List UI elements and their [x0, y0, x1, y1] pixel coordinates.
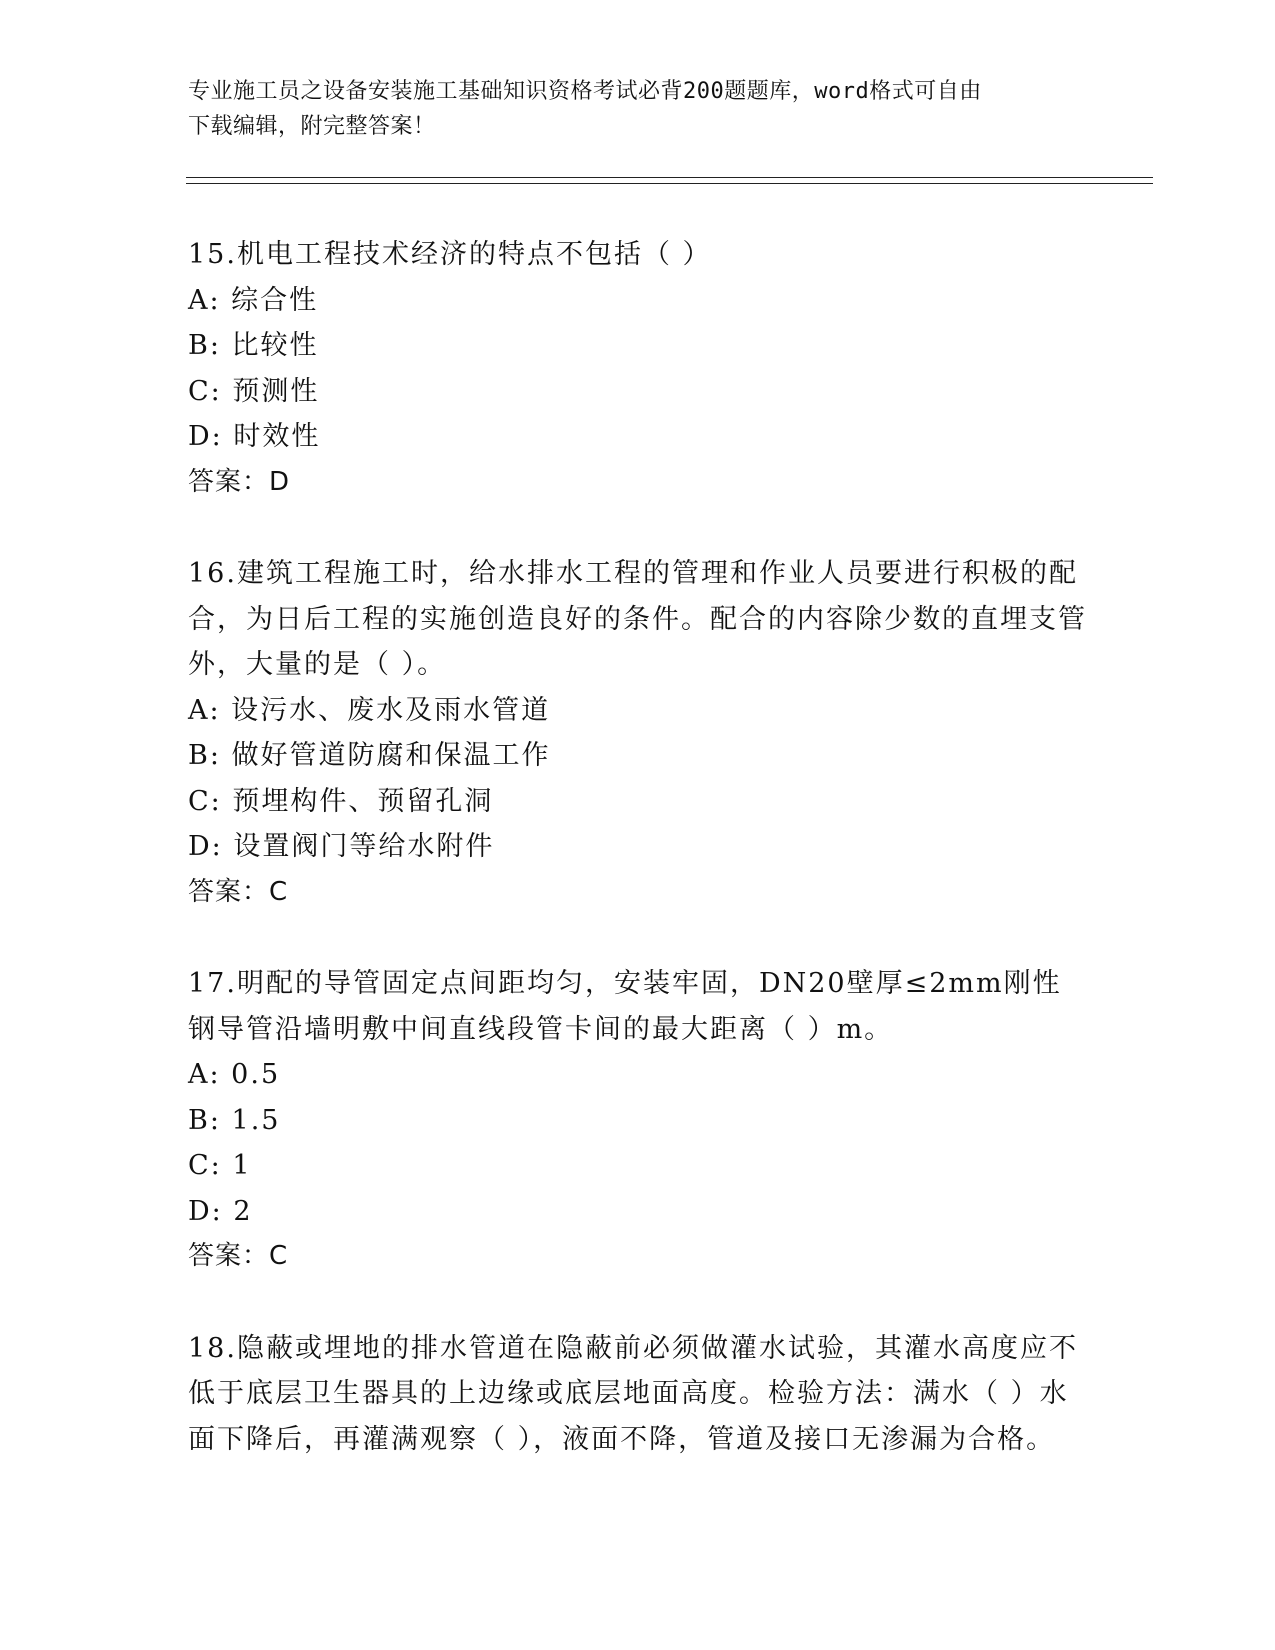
- header-divider-bottom: [186, 183, 1153, 184]
- option-c: C: 预埋构件、预留孔洞: [188, 785, 494, 817]
- header-line-2: 下载编辑，附完整答案！: [188, 114, 436, 139]
- option-b: B: 做好管道防腐和保温工作: [188, 740, 551, 771]
- question-16: [188, 551, 1088, 915]
- option-a: A: 0.5: [188, 1059, 281, 1090]
- answer: 答案：C: [188, 1241, 289, 1271]
- option-d: D: 设置阀门等给水附件: [188, 831, 495, 862]
- question-stem: 18.隐蔽或埋地的排水管道在隐蔽前必须做灌水试验，其灌水高度应不低于底层卫生器具的上边缘或底层地面高度。检验方法：满水（ ）水面下降后，再灌满观察（ ），液面不降，管道及接口无渗漏为合格。: [188, 1332, 1078, 1455]
- question-15: [188, 232, 1088, 505]
- question-stem: 15.机电工程技术经济的特点不包括（ ）: [188, 239, 712, 270]
- question-stem: 17.明配的导管固定点间距均匀，安装牢固，DN20壁厚≤2mm刚性钢导管沿墙明敷中间直线段管卡间的最大距离（ ）m。: [188, 968, 1062, 1045]
- header-divider-top: [186, 177, 1153, 178]
- option-a: A: 设污水、废水及雨水管道: [188, 694, 551, 726]
- option-b: B: 比较性: [188, 330, 319, 361]
- question-list: [188, 232, 1088, 1508]
- option-a: A: 综合性: [188, 284, 319, 316]
- document-header: [188, 74, 1088, 144]
- question-stem: 16.建筑工程施工时，给水排水工程的管理和作业人员要进行积极的配合，为日后工程的实施创造良好的条件。配合的内容除少数的直埋支管外，大量的是（ ）。: [188, 558, 1087, 680]
- answer: 答案：D: [188, 466, 291, 497]
- option-c: C: 1: [188, 1150, 252, 1181]
- option-d: D: 2: [188, 1195, 253, 1227]
- option-c: C: 预测性: [188, 375, 320, 407]
- question-17: [188, 961, 1088, 1280]
- question-18: [188, 1326, 1088, 1463]
- option-d: D: 时效性: [188, 421, 321, 452]
- header-line-1: 专业施工员之设备安装施工基础知识资格考试必背200题题库，word格式可自由: [188, 79, 982, 104]
- answer: 答案：C: [188, 876, 289, 907]
- option-b: B: 1.5: [188, 1104, 281, 1136]
